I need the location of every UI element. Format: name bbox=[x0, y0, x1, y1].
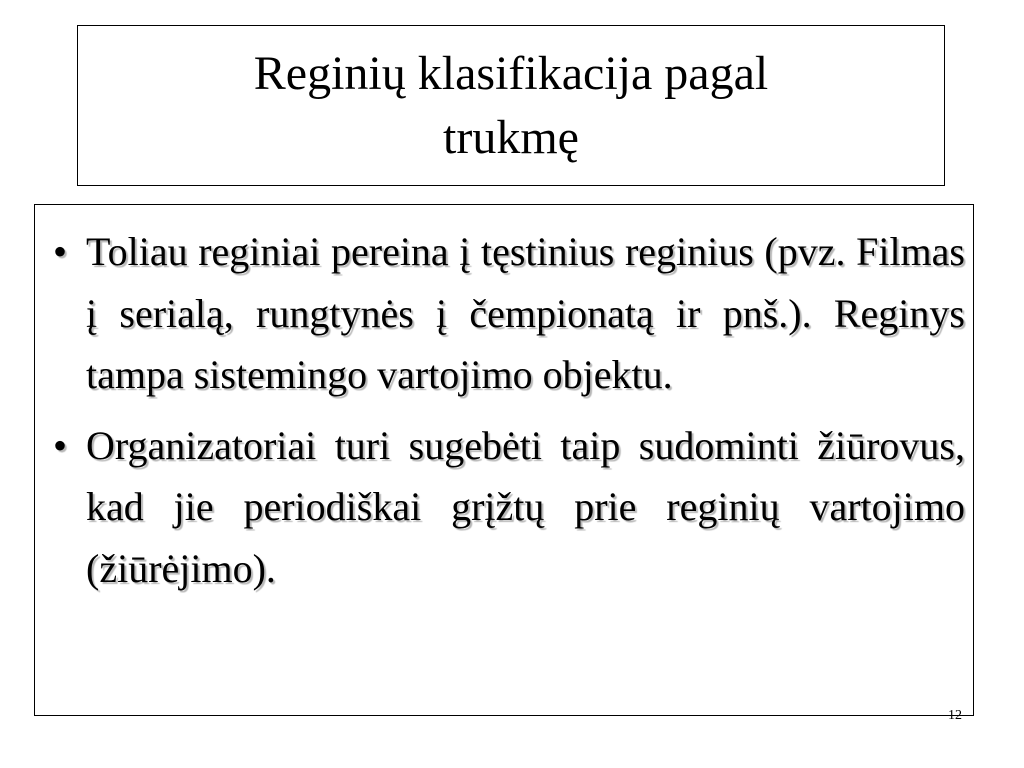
title-box bbox=[77, 25, 945, 186]
slide-title: Reginių klasifikacija pagal trukmę bbox=[253, 46, 769, 164]
page-number: 12 bbox=[948, 708, 962, 723]
bullet-marker: • bbox=[53, 422, 68, 468]
bullet-text: Toliau reginiai pereina į tęstinius reginius (pvz. Filmas į serialą, rungtynės į čempionatą ir pnš.). Reginys tampa sistemingo vartojimo objektu. bbox=[86, 229, 965, 397]
bullet-text: Organizatoriai turi sugebėti taip sudominti žiūrovus, kad jie periodiškai grįžtų prie reginių vartojimo (žiūrėjimo). bbox=[86, 422, 965, 591]
bullet-marker: • bbox=[53, 229, 68, 274]
bullet-item-2 bbox=[53, 415, 965, 600]
content-box bbox=[34, 204, 974, 716]
bullet-list bbox=[53, 221, 965, 608]
bullet-item-1 bbox=[53, 221, 965, 406]
